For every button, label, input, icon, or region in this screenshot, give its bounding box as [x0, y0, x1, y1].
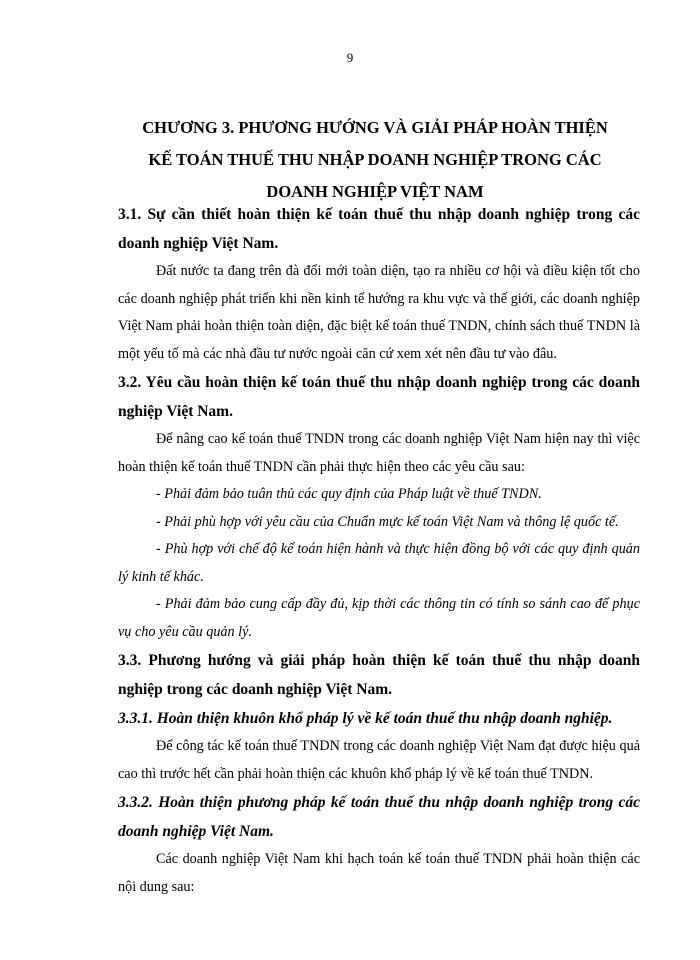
document-body: [118, 200, 640, 901]
section-3-3-1-paragraph: Để công tác kế toán thuế TNDN trong các doanh nghiệp Việt Nam đạt được hiệu quả cao thì trước hết cần phải hoàn thiện các khuôn khổ pháp lý về kế toán thuế TNDN.: [118, 738, 640, 782]
section-3-3-2-heading: 3.3.2. Hoàn thiện phương pháp kế toán thuế thu nhập doanh nghiệp trong các doanh nghiệp Việt Nam.: [118, 794, 640, 840]
page-number: 9: [346, 50, 354, 65]
section-3-2-heading: 3.2. Yêu cầu hoàn thiện kế toán thuế thu nhập doanh nghiệp trong các doanh nghiệp Việt Nam.: [118, 374, 640, 420]
requirement-item: - Phải phù hợp với yêu cầu của Chuẩn mực kế toán Việt Nam và thông lệ quốc tế.: [156, 513, 619, 530]
section-3-1-heading: 3.1. Sự cần thiết hoàn thiện kế toán thuế thu nhập doanh nghiệp trong các doanh nghiệp Việt Nam.: [118, 206, 640, 252]
section-3-3-1-heading: 3.3.1. Hoàn thiện khuôn khổ pháp lý về kế toán thuế thu nhập doanh nghiệp.: [118, 710, 613, 727]
section-3-2-paragraph: Để nâng cao kế toán thuế TNDN trong các doanh nghiệp Việt Nam hiện nay thì việc hoàn thiện kế toán thuế TNDN cần phải thực hiện theo các yêu cầu sau:: [118, 431, 640, 475]
chapter-title-line-2: KẾ TOÁN THUẾ THU NHẬP DOANH NGHIỆP TRONG CÁC: [148, 150, 602, 169]
requirement-item: - Phải đảm bảo cung cấp đầy đủ, kịp thời các thông tin có tính so sánh cao để phục vụ cho yêu cầu quản lý.: [118, 596, 640, 640]
chapter-title-line-1: CHƯƠNG 3. PHƯƠNG HƯỚNG VÀ GIẢI PHÁP HOÀN THIỆN: [142, 118, 608, 137]
requirement-item: - Phù hợp với chế độ kế toán hiện hành và thực hiện đồng bộ với các quy định quản lý kinh tế khác.: [118, 541, 640, 585]
requirement-item: - Phải đảm bảo tuân thủ các quy định của Pháp luật về thuế TNDN.: [156, 486, 542, 502]
section-3-3-heading: 3.3. Phương hướng và giải pháp hoàn thiện kế toán thuế thu nhập doanh nghiệp trong các doanh nghiệp Việt Nam.: [118, 652, 640, 698]
chapter-title: [110, 112, 640, 208]
chapter-title-line-3: DOANH NGHIỆP VIỆT NAM: [266, 182, 484, 201]
section-3-1-paragraph: Đất nước ta đang trên đà đổi mới toàn diện, tạo ra nhiều cơ hội và điều kiện tốt cho các doanh nghiệp phát triển khi nền kinh tế hướng ra khu vực và thế giới, các doanh nghiệp Việt Nam phải hoàn thiện toàn diện, đặc biệt kế toán thuế TNDN, chính sách thuế TNDN là một yếu tố mà các nhà đầu tư nước ngoài căn cứ xem xét nên đầu tư vào đâu.: [118, 263, 640, 362]
section-3-3-2-paragraph: Các doanh nghiệp Việt Nam khi hạch toán kế toán thuế TNDN phải hoàn thiện các nội dung sau:: [118, 851, 640, 895]
